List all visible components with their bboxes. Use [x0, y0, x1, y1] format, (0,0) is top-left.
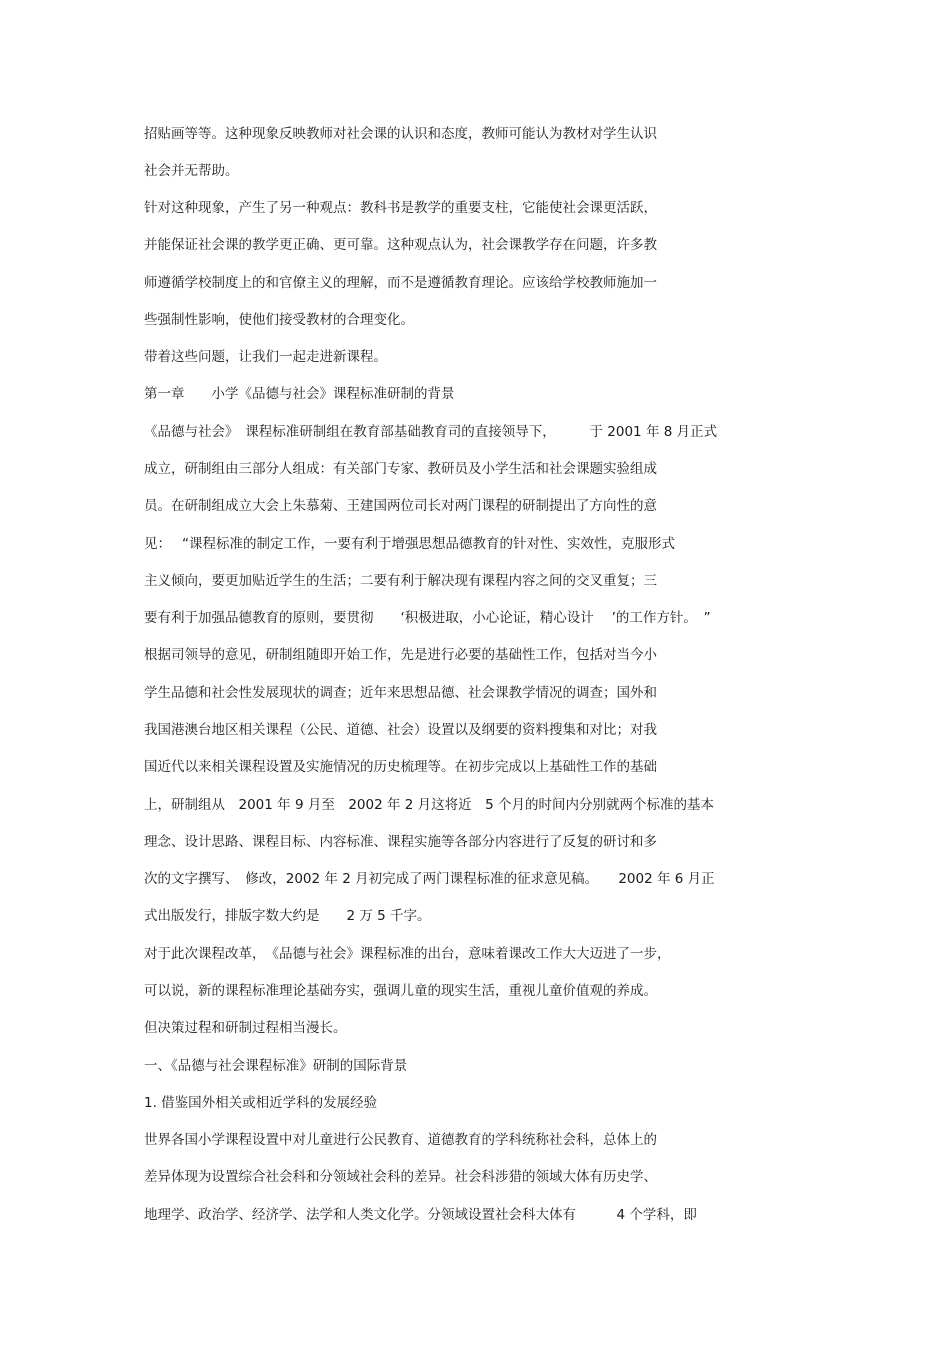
text-line: 式出版发行，排版字数大约是 2 万 5 千字。	[144, 908, 431, 924]
text-line: 根据司领导的意见，研制组随即开始工作，先是进行必要的基础性工作，包括对当今小	[144, 647, 657, 663]
text-line: 上，研制组从 2001 年 9 月至 2002 年 2 月这将近 5 个月的时间内分别就两个标准的基本	[144, 797, 715, 813]
text-line: 《品德与社会》 课程标准研制组在教育部基础教育司的直接领导下， 于 2001 年 8 月正式	[144, 424, 718, 440]
text-line: 要有利于加强品德教育的原则，要贯彻 ‘积极进取，小心论证，精心设计 ’的工作方针。 ”	[144, 610, 711, 626]
subsection-heading: 1. 借鉴国外相关或相近学科的发展经验	[144, 1095, 378, 1111]
text-line: 带着这些问题，让我们一起走进新课程。	[144, 349, 387, 365]
text-line: 理念、设计思路、课程目标、内容标准、课程实施等各部分内容进行了反复的研讨和多	[144, 834, 657, 850]
text-line: 见： “课程标准的制定工作，一要有利于增强思想品德教育的针对性、实效性，克服形式	[144, 536, 676, 552]
text-line: 针对这种现象，产生了另一种观点：教科书是教学的重要支柱，它能使社会课更活跃，	[144, 200, 657, 216]
section-heading: 一、《品德与社会课程标准》研制的国际背景	[144, 1058, 408, 1074]
text-line: 国近代以来相关课程设置及实施情况的历史梳理等。在初步完成以上基础性工作的基础	[144, 759, 657, 775]
text-line: 次的文字撰写、 修改，2002 年 2 月初完成了两门课程标准的征求意见稿。 2002 年 6 月正	[144, 871, 715, 887]
text-line: 世界各国小学课程设置中对儿童进行公民教育、道德教育的学科统称社会科，总体上的	[144, 1132, 657, 1148]
text-line: 员。在研制组成立大会上朱慕菊、王建国两位司长对两门课程的研制提出了方向性的意	[144, 498, 657, 514]
text-line: 主义倾向，要更加贴近学生的生活；二要有利于解决现有课程内容之间的交叉重复；三	[144, 573, 657, 589]
text-line: 差异体现为设置综合社会科和分领域社会科的差异。社会科涉猎的领域大体有历史学、	[144, 1169, 657, 1185]
text-line: 但决策过程和研制过程相当漫长。	[144, 1020, 347, 1036]
text-line: 招贴画等等。这种现象反映教师对社会课的认识和态度，教师可能认为教材对学生认识	[144, 126, 657, 142]
text-line: 成立，研制组由三部分人组成：有关部门专家、教研员及小学生活和社会课题实验组成	[144, 461, 657, 477]
text-line: 师遵循学校制度上的和官僚主义的理解，而不是遵循教育理论。应该给学校教师施加一	[144, 275, 657, 291]
text-line: 并能保证社会课的教学更正确、更可靠。这种观点认为，社会课教学存在问题，许多教	[144, 237, 657, 253]
text-line: 些强制性影响，使他们接受教材的合理变化。	[144, 312, 414, 328]
text-line: 可以说，新的课程标准理论基础夯实，强调儿童的现实生活，重视儿童价值观的养成。	[144, 983, 657, 999]
text-line: 学生品德和社会性发展现状的调查；近年来思想品德、社会课教学情况的调查；国外和	[144, 685, 657, 701]
text-line: 社会并无帮助。	[144, 163, 239, 179]
text-line: 对于此次课程改革， 《品德与社会》课程标准的出台，意味着课改工作大大迈进了一步，	[144, 946, 671, 962]
text-line: 地理学、政治学、经济学、法学和人类文化学。分领域设置社会科大体有 4 个学科，即	[144, 1207, 697, 1223]
text-line: 我国港澳台地区相关课程（公民、道德、社会）设置以及纲要的资料搜集和对比；对我	[144, 722, 657, 738]
chapter-heading: 第一章 小学《品德与社会》课程标准研制的背景	[144, 386, 455, 402]
